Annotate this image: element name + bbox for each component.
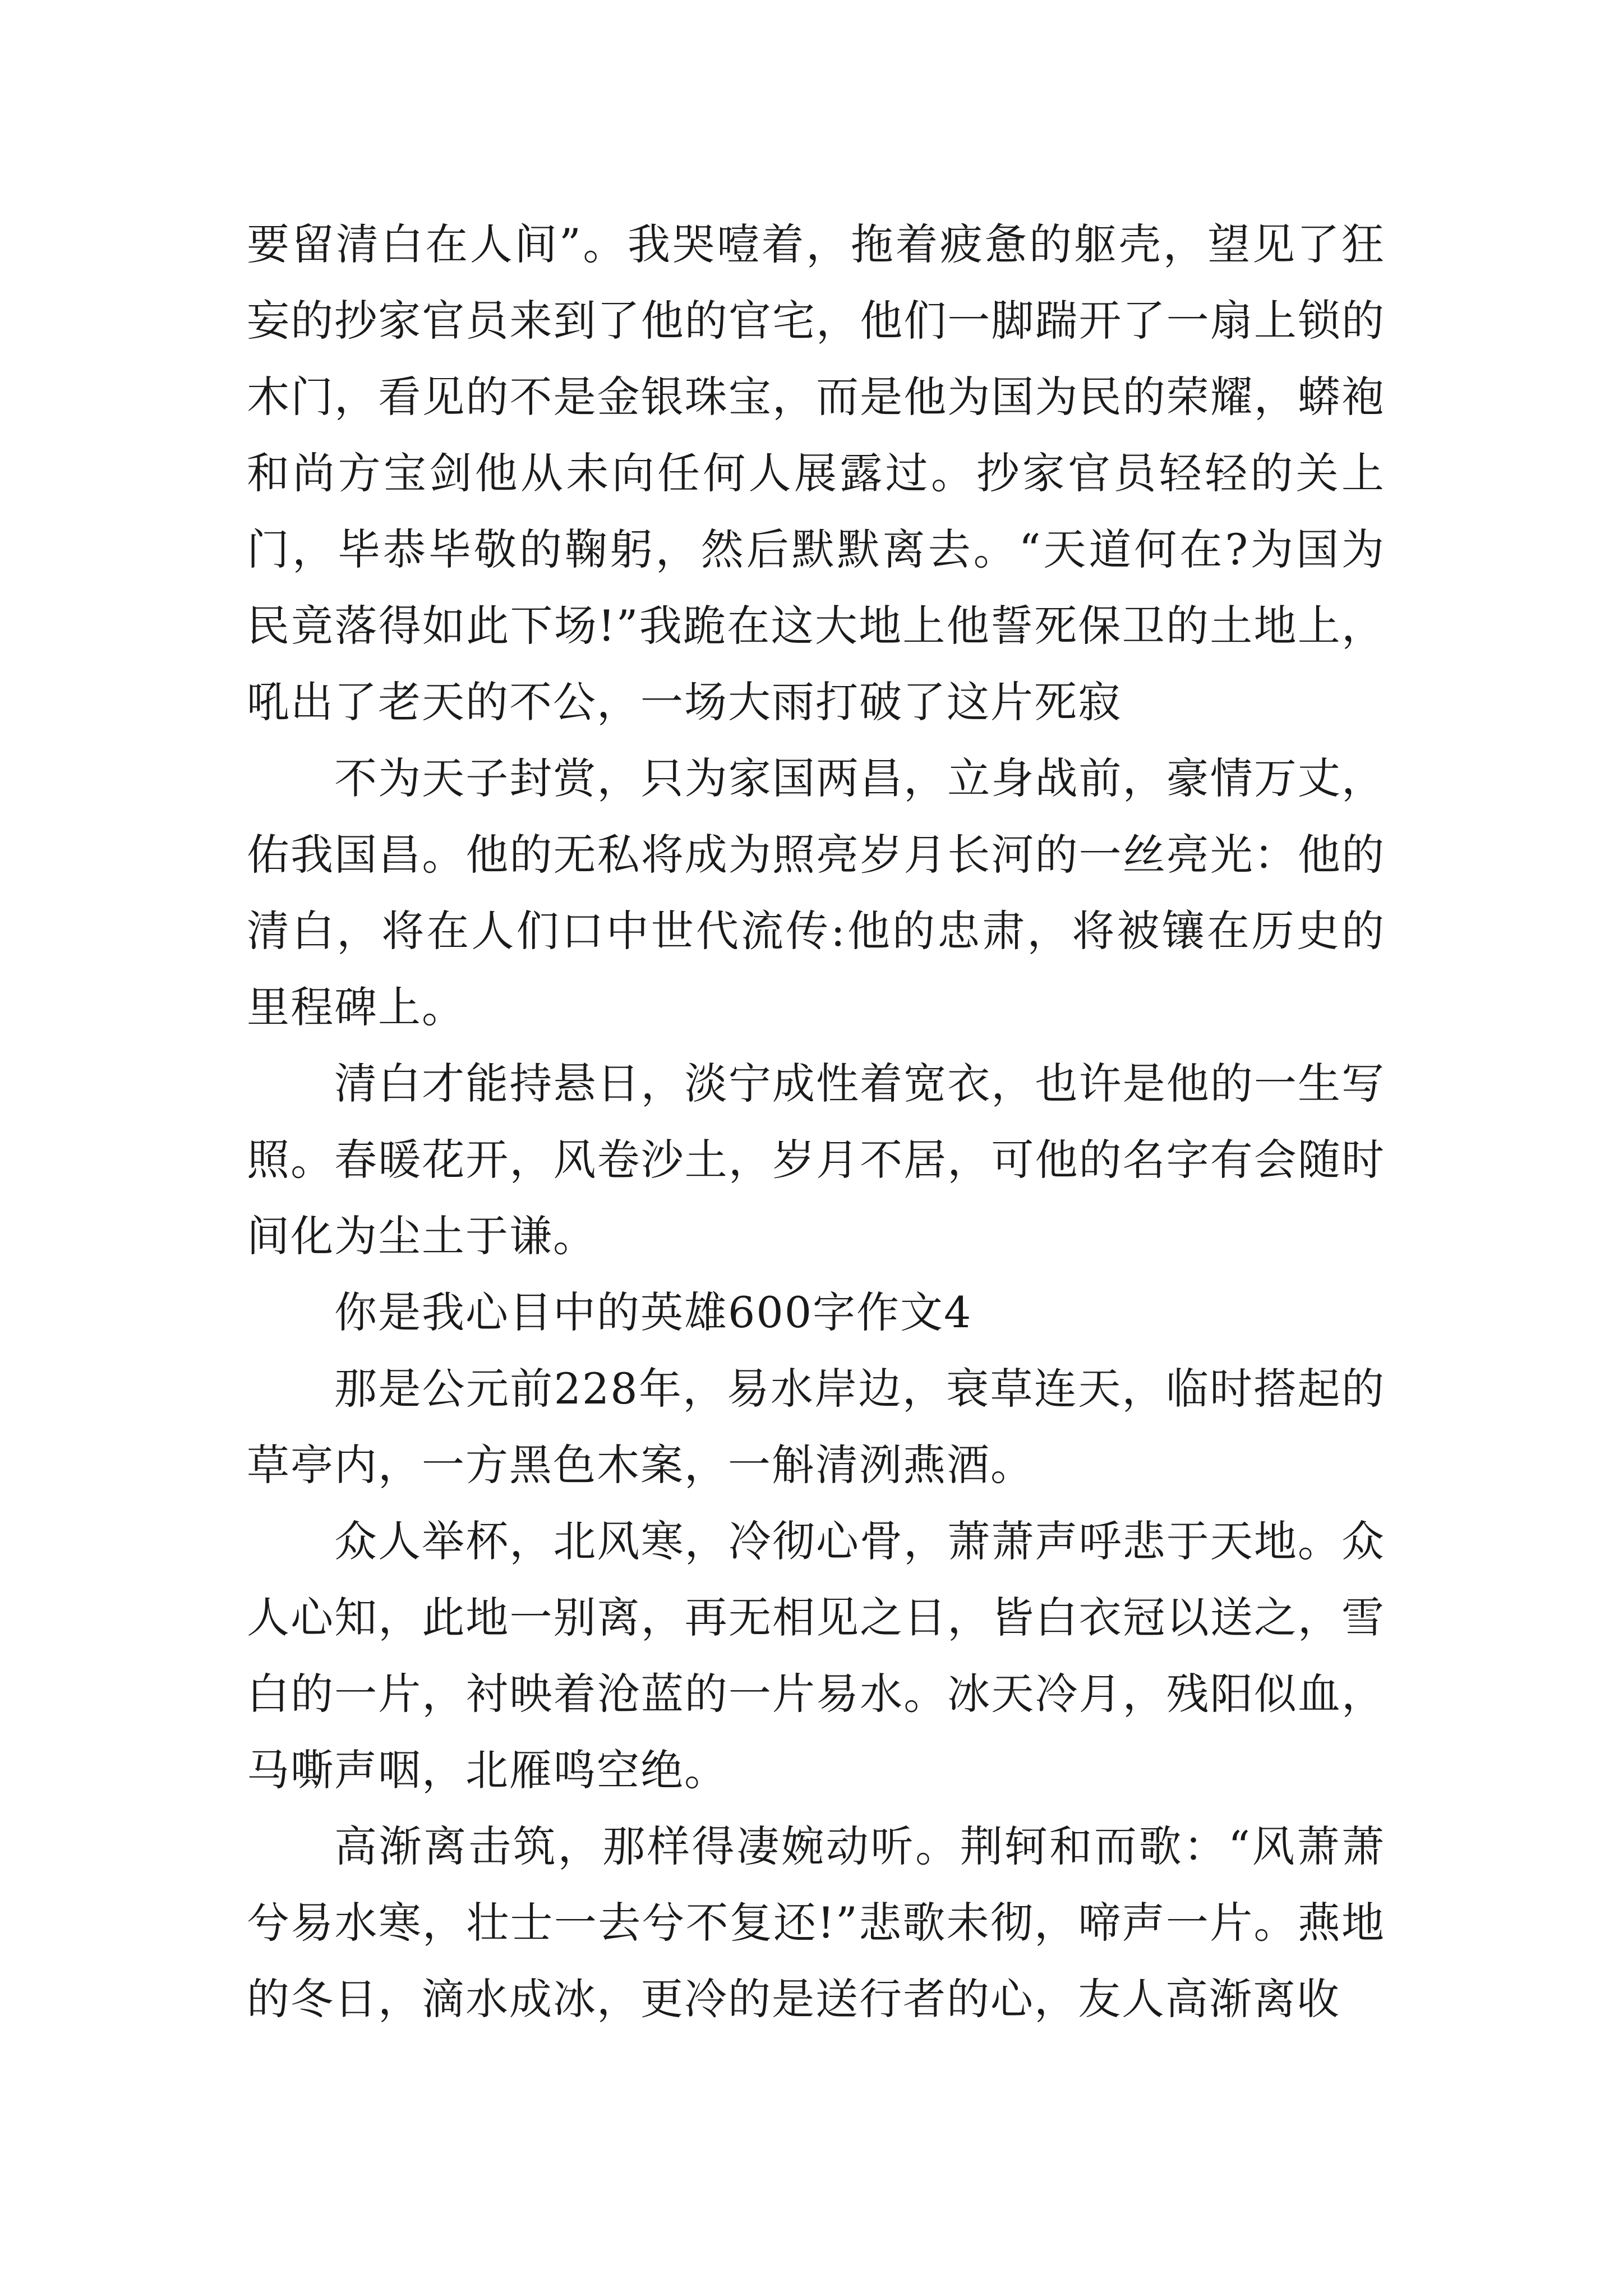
paragraph-6: 高渐离击筑，那样得凄婉动听。荆轲和而歌：“风萧萧兮易水寒，壮士一去兮不复还!”悲歌未彻，啼声一片。燕地的冬日，滴水成冰，更冷的是送行者的心，友人高渐离收 xyxy=(247,1821,1385,2024)
paragraph-1: 要留清白在人间”。我哭噎着，拖着疲惫的躯壳，望见了狂妄的抄家官员来到了他的官宅，他们一脚踹开了一扇上锁的木门，看见的不是金银珠宝，而是他为国为民的荣耀，蟒袍和尚方宝剑他从未向任何人展露过。抄家官员轻轻的关上门，毕恭毕敬的鞠躬，然后默默离去。“天道何在?为国为民竟落得如此下场!”我跪在这大地上他誓死保卫的土地上，吼出了老天的不公，一场大雨打破了这片死寂 xyxy=(247,219,1385,727)
paragraph-3: 清白才能持悬日，淡宁成性着宽衣，也许是他的一生写照。春暖花开，风卷沙土，岁月不居，可他的名字有会随时间化为尘土于谦。 xyxy=(247,1059,1385,1261)
section-heading: 你是我心目中的英雄600字作文4 xyxy=(334,1287,972,1337)
paragraph-5: 众人举杯，北风寒，冷彻心骨，萧萧声呼悲于天地。众人心知，此地一别离，再无相见之日，皆白衣冠以送之，雪白的一片，衬映着沧蓝的一片易水。冰天冷月，残阳似血，马嘶声咽，北雁鸣空绝。 xyxy=(247,1516,1385,1795)
paragraph-2: 不为天子封赏，只为家国两昌，立身战前，豪情万丈，佑我国昌。他的无私将成为照亮岁月长河的一丝亮光：他的清白，将在人们口中世代流传:他的忠肃，将被镶在历史的里程碑上。 xyxy=(247,753,1385,1032)
document-body xyxy=(247,206,1385,2037)
paragraph-4: 那是公元前228年，易水岸边，衰草连天，临时搭起的草亭内，一方黑色木案，一斛清洌燕酒。 xyxy=(247,1364,1385,1490)
